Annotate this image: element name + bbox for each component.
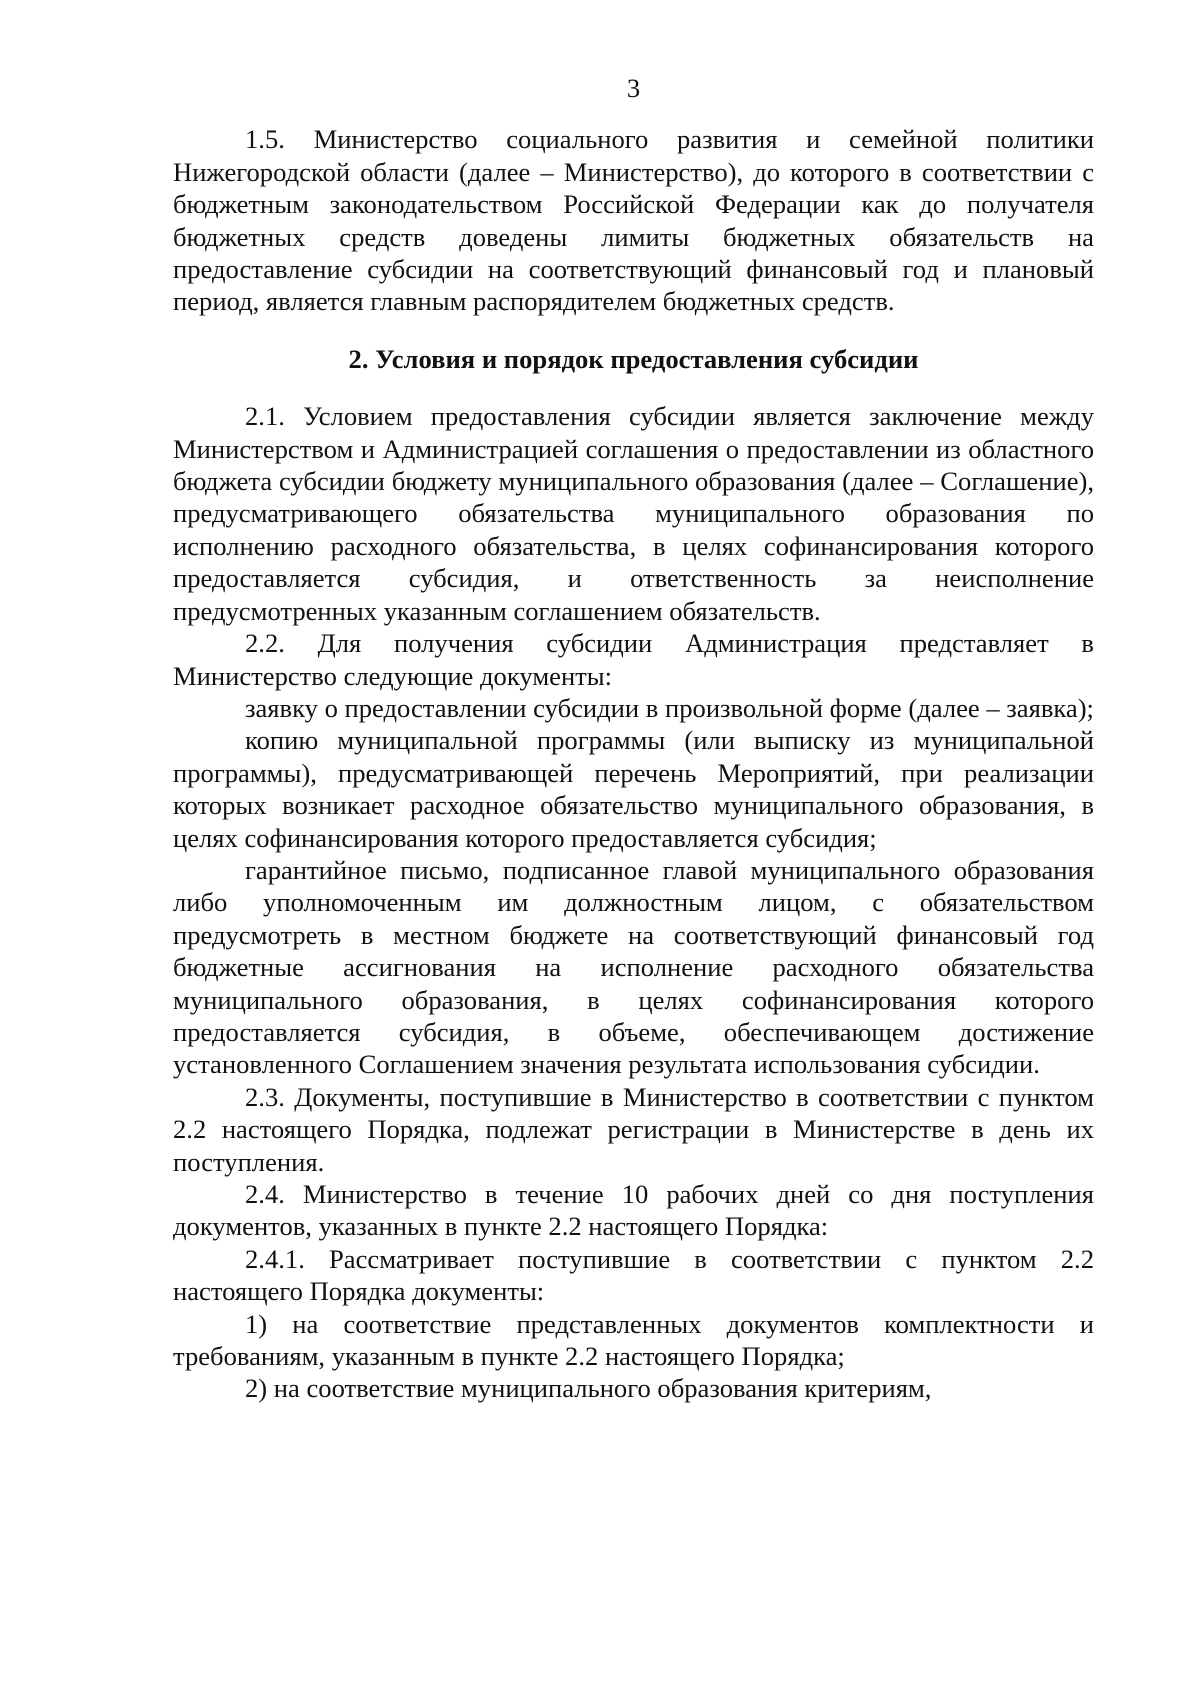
list-item-2: 2) на соответствие муниципального образования критериям, bbox=[245, 1373, 932, 1404]
paragraph-2-4: 2.4. Министерство в течение 10 рабочих дней со дня поступления документов, указанных в пункте 2.2 настоящего Порядка: bbox=[173, 1179, 1094, 1242]
paragraph-1-5: 1.5. Министерство социального развития и семейной политики Нижегородской области (далее – Министерство), до которого в соответствии с бюджетным законодательством Российской Федерации как до получателя бюджетных средств доведены лимиты бюджетных обязательств на предоставление субсидии на соответствующий финансовый год и плановый период, является главным распорядителем бюджетных средств. bbox=[173, 124, 1094, 317]
paragraph-2-2-application: заявку о предоставлении субсидии в произвольной форме (далее – заявка); bbox=[245, 692, 1094, 723]
paragraph-2-2: 2.2. Для получения субсидии Администрация представляет в Министерство следующие документы: bbox=[173, 628, 1094, 691]
document-page bbox=[173, 72, 1094, 1405]
paragraph-2-2-guarantee-letter: гарантийное письмо, подписанное главой муниципального образования либо уполномоченным им должностным лицом, с обязательством предусмотреть в местном бюджете на соответствующий финансовый год бюджетные ассигнования на исполнение расходного обязательства муниципального образования, в целях софинансирования которого предоставляется субсидия, в объеме, обеспечивающем достижение установленного Соглашением значения результата использования субсидии. bbox=[173, 854, 1094, 1080]
paragraph-2-3: 2.3. Документы, поступившие в Министерство в соответствии с пунктом 2.2 настоящего Порядка, подлежат регистрации в Министерстве в день их поступления. bbox=[173, 1081, 1094, 1177]
paragraph-2-4-1: 2.4.1. Рассматривает поступившие в соответствии с пунктом 2.2 настоящего Порядка документы: bbox=[173, 1243, 1094, 1307]
paragraph-2-1: 2.1. Условием предоставления субсидии является заключение между Министерством и Администрацией соглашения о предоставлении из областного бюджета субсидии бюджету муниципального образования (далее – Соглашение), предусматривающего обязательства муниципального образования по исполнению расходного обязательства, в целях софинансирования которого предоставляется субсидия, и ответственность за неисполнение предусмотренных указанным соглашением обязательств. bbox=[173, 401, 1094, 626]
section-heading: 2. Условия и порядок предоставления субсидии bbox=[348, 343, 919, 374]
page-number: 3 bbox=[626, 73, 641, 103]
paragraph-2-2-program-copy: копию муниципальной программы (или выписку из муниципальной программы), предусматривающей перечень Мероприятий, при реализации которых возникает расходное обязательство муниципального образования, в целях софинансирования которого предоставляется субсидия; bbox=[173, 725, 1094, 853]
list-item-1: 1) на соответствие представленных документов комплектности и требованиям, указанным в пункте 2.2 настоящего Порядка; bbox=[173, 1308, 1094, 1372]
